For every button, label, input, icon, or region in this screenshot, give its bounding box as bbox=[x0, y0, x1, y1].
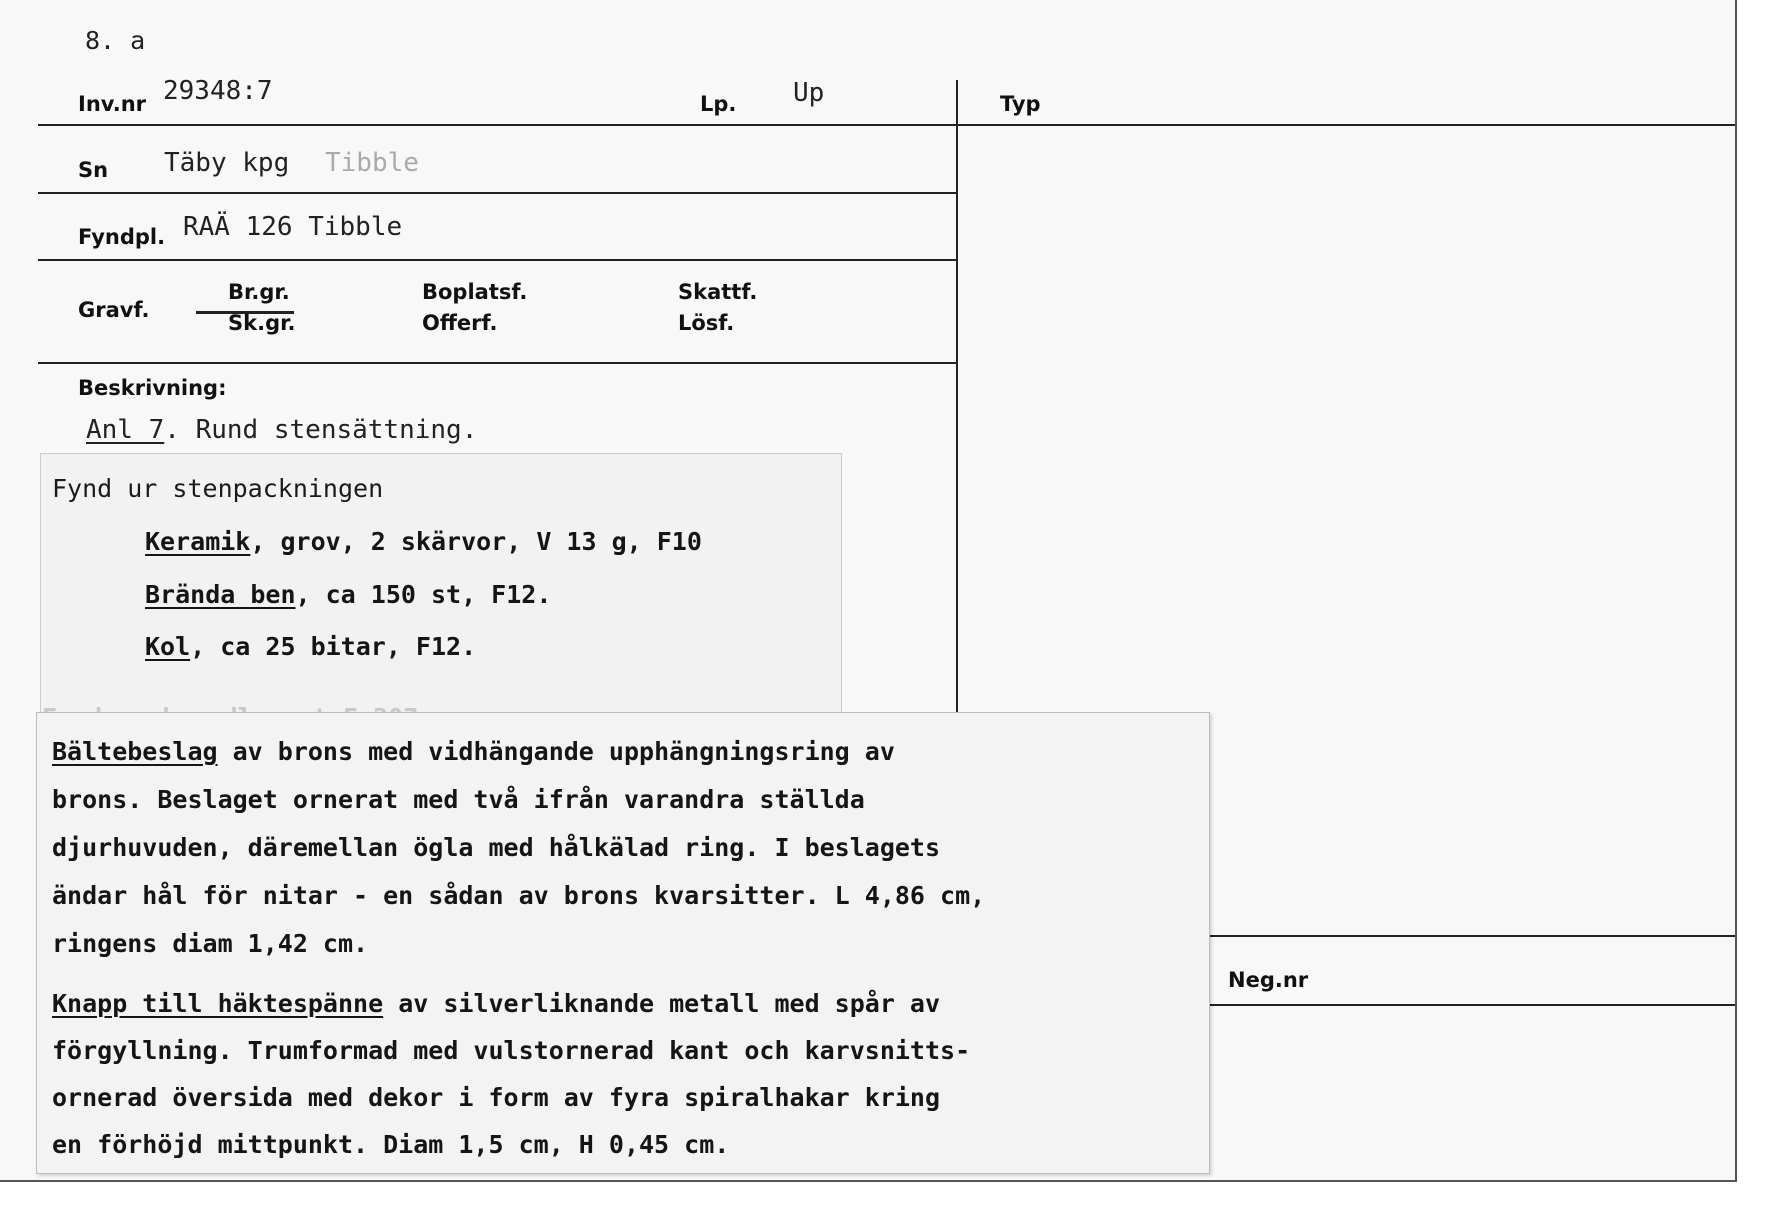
rule-inv bbox=[38, 124, 1735, 126]
find-term: Knapp till häktespänne bbox=[52, 989, 384, 1018]
sn-label: Sn bbox=[78, 158, 109, 182]
find-term: Keramik bbox=[145, 527, 251, 556]
find-block-2: Knapp till häktespänne av silverliknande metall med spår av förgyllning. Trumformad med vulstornerad kant och karvsnitts- ornerad översida med dekor i form av fyra spiralhakar kring en förhöjd mittpunkt. Diam 1,5 cm, H 0,45 cm. bbox=[52, 989, 971, 1159]
fyndpl-label: Fyndpl. bbox=[78, 225, 166, 249]
offerf-label: Offerf. bbox=[422, 311, 498, 335]
losf-label: Lösf. bbox=[678, 311, 735, 335]
boplatsf-label: Boplatsf. bbox=[422, 280, 528, 304]
find-item-keramik: Keramik, grov, 2 skärvor, V 13 g, F10 bbox=[145, 527, 702, 556]
card-number: 8. a bbox=[85, 26, 146, 55]
sn-value-faint: Tibble bbox=[325, 148, 419, 178]
br-gr-label: Br.gr. bbox=[228, 280, 290, 304]
rule-gravf bbox=[38, 362, 956, 364]
find-item-ben: Brända ben, ca 150 st, F12. bbox=[145, 580, 552, 609]
find-item-kol: Kol, ca 25 bitar, F12. bbox=[145, 632, 477, 661]
sn-value: Täby kpg bbox=[164, 148, 290, 178]
lp-value: Up bbox=[793, 78, 825, 108]
rule-fyndpl bbox=[38, 259, 956, 261]
anl-ref: Anl 7 bbox=[86, 415, 165, 445]
anl-text: . Rund stensättning. bbox=[164, 415, 478, 445]
fyndpl-value: RAÄ 126 Tibble bbox=[183, 212, 403, 242]
beskrivning-label: Beskrivning: bbox=[78, 376, 227, 400]
finds-heading: Fynd ur stenpackningen bbox=[52, 474, 384, 503]
neg-nr-label: Neg.nr bbox=[1228, 968, 1309, 992]
gravf-label: Gravf. bbox=[78, 298, 150, 322]
inv-nr-label: Inv.nr bbox=[78, 92, 147, 116]
find-term: Brända ben bbox=[145, 580, 296, 609]
skattf-label: Skattf. bbox=[678, 280, 758, 304]
background-strip bbox=[1737, 0, 1782, 1223]
rule-vertical bbox=[956, 80, 958, 720]
find-term: Kol bbox=[145, 632, 191, 661]
find-block-1: Bältebeslag av brons med vidhängande upphängningsring av brons. Beslaget ornerat med två ifrån varandra ställda djurhuvuden, däremellan ögla med hålkälad ring. I beslagets ändar hål för nitar - en sådan av brons kvarsitter. L 4,86 cm, ringens diam 1,42 cm. bbox=[52, 737, 986, 958]
typ-label: Typ bbox=[1000, 92, 1041, 116]
rule-neg-top bbox=[1205, 935, 1735, 937]
rule-neg-bottom bbox=[1205, 1004, 1735, 1006]
lp-label: Lp. bbox=[700, 92, 737, 116]
sk-gr-label: Sk.gr. bbox=[228, 311, 296, 335]
anl-line bbox=[86, 415, 477, 445]
inv-nr-value: 29348:7 bbox=[163, 76, 273, 106]
find-term: Bältebeslag bbox=[52, 737, 218, 766]
rule-sn bbox=[38, 192, 956, 194]
